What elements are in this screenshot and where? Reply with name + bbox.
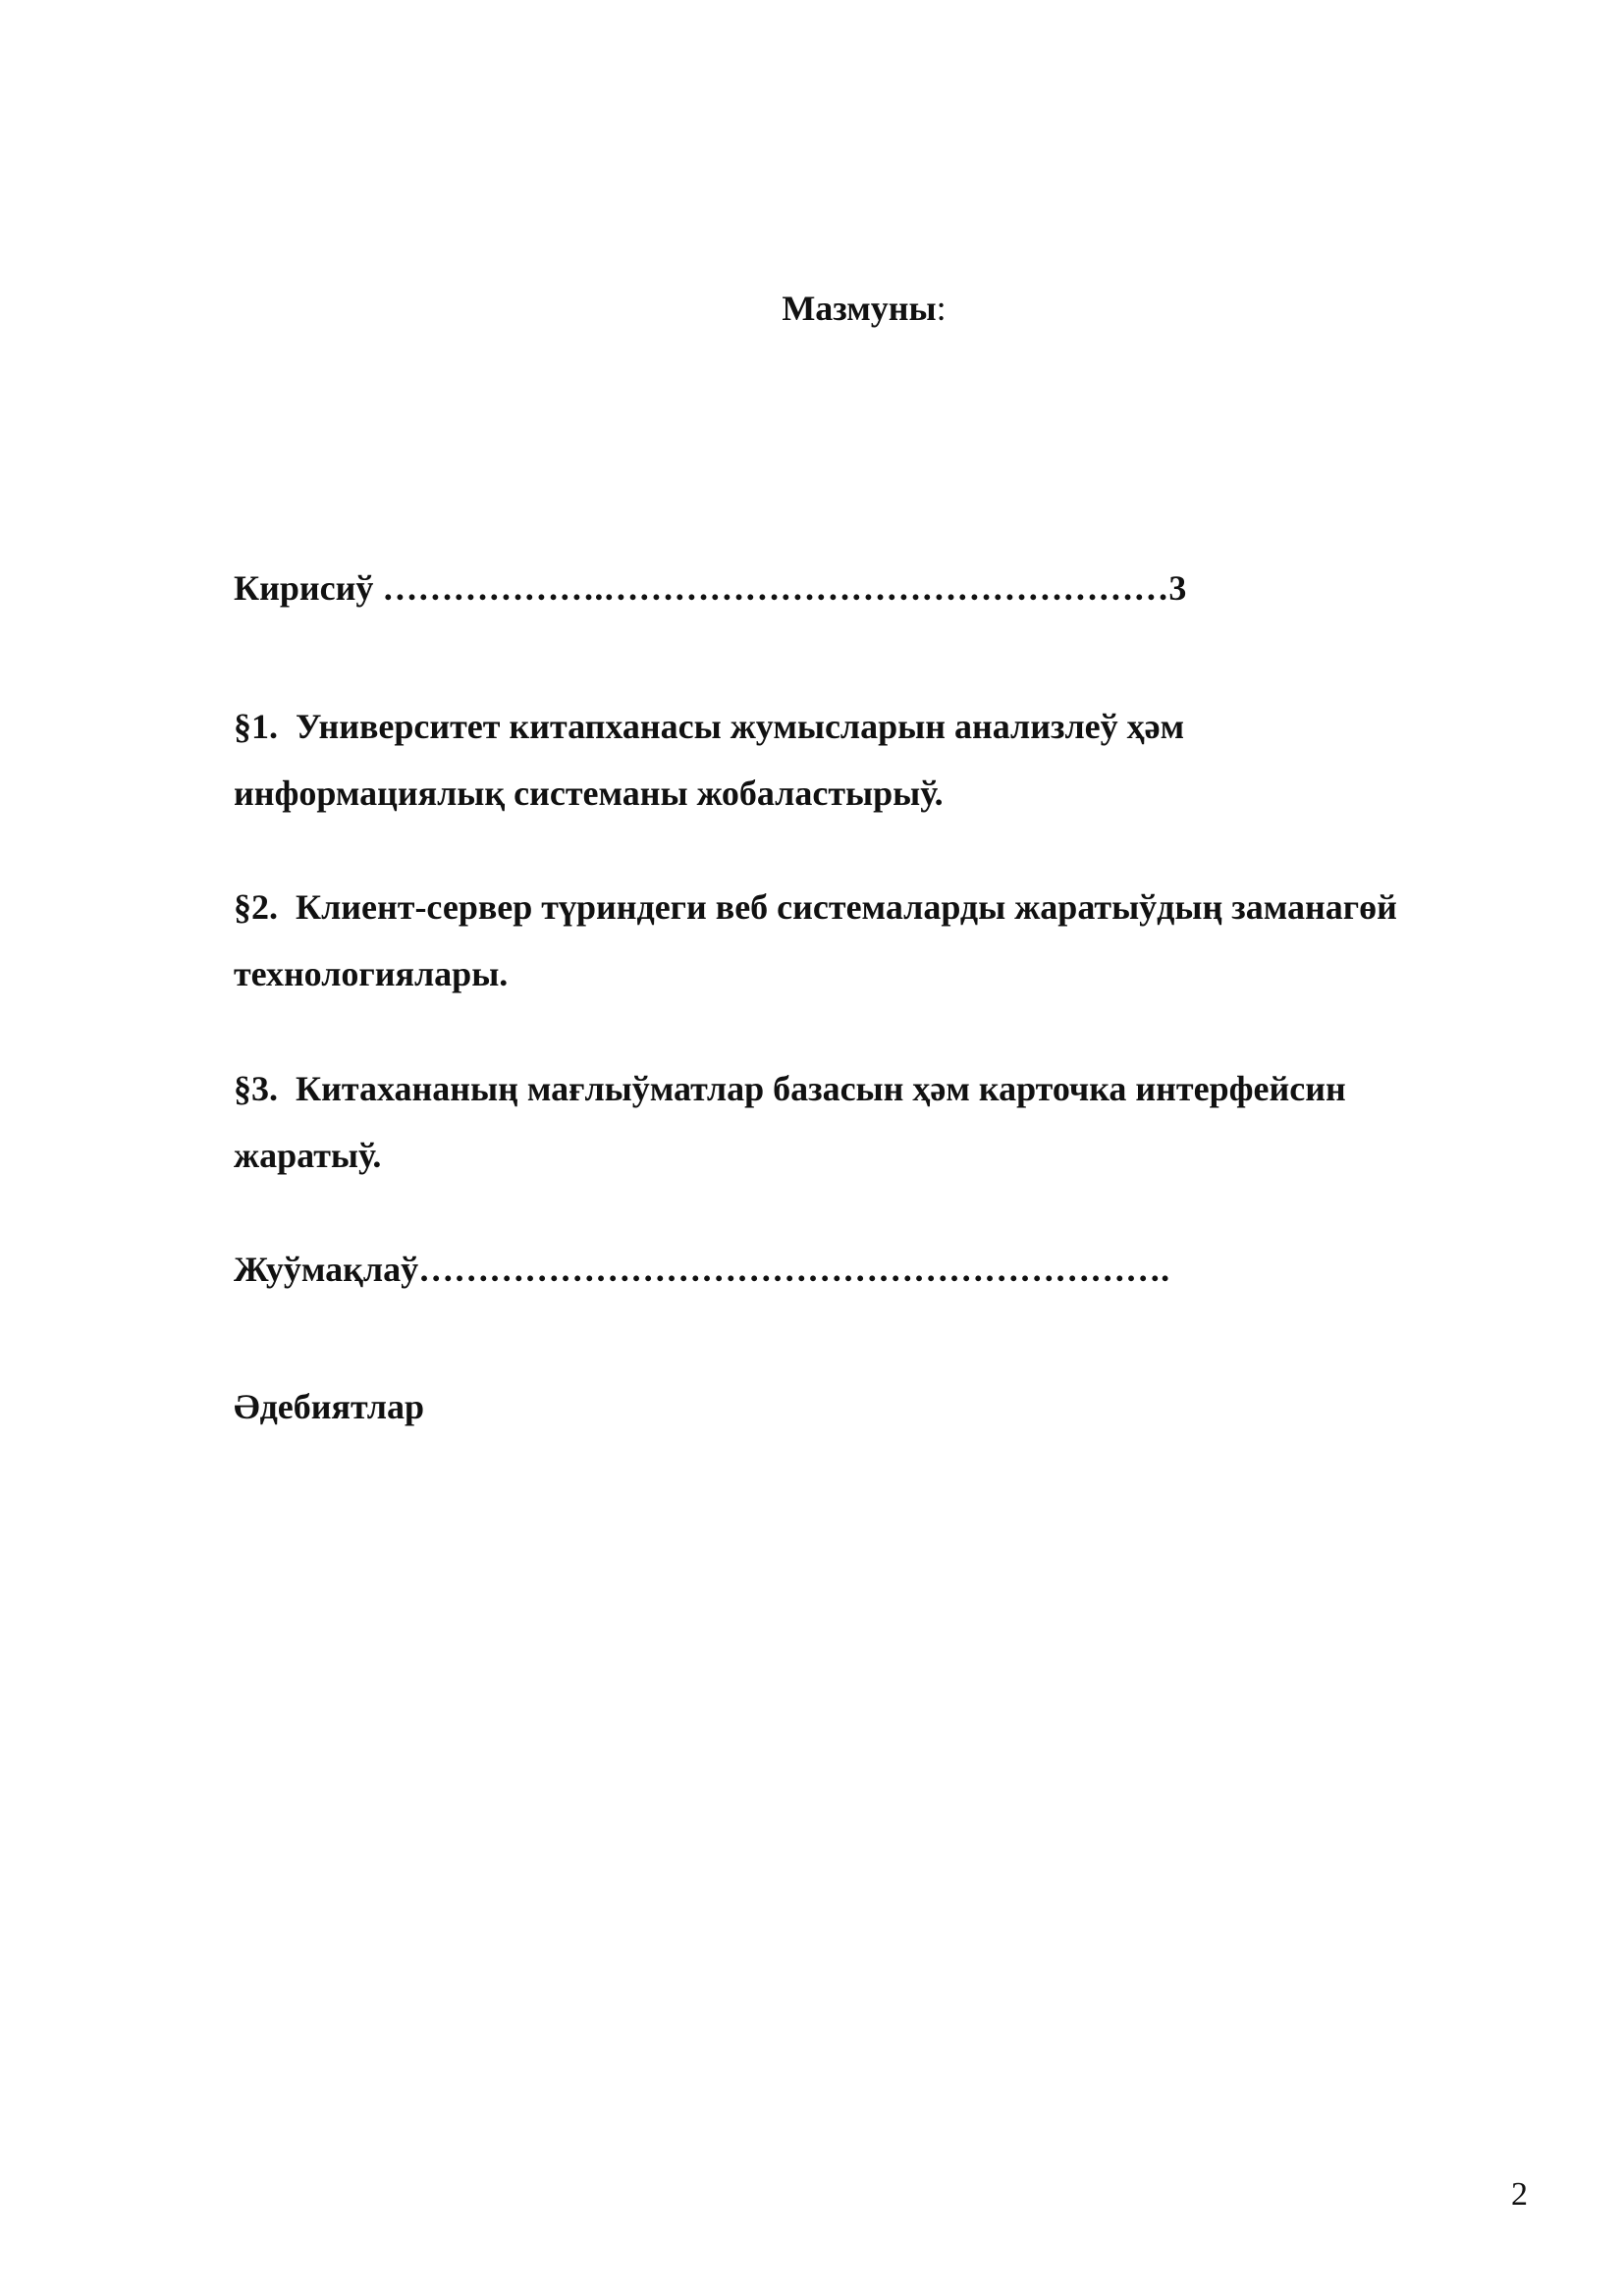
toc-entry-section-2: [234, 874, 1540, 1007]
toc-section-1-number: §1.: [234, 707, 278, 746]
toc-entry-section-1: [234, 693, 1540, 827]
title-colon: :: [936, 289, 947, 328]
page-number: 2: [1511, 2176, 1528, 2213]
toc-intro-page: 3: [1168, 568, 1187, 608]
toc-conclusion-label: Жуўмақлаў: [234, 1250, 419, 1289]
toc-entry-section-3: [234, 1055, 1540, 1189]
toc-entry-intro: [234, 555, 1540, 621]
toc-section-3-line-2: жаратыў.: [234, 1136, 382, 1175]
toc-conclusion-leader: ……………………………………………………….: [418, 1250, 1170, 1289]
toc-entry-references: [234, 1373, 1540, 1440]
toc-intro-leader: ……………….…………………………………………: [373, 568, 1169, 608]
toc-entry-conclusion: [234, 1236, 1540, 1303]
page-title: [0, 287, 1624, 330]
toc-references-label: Әдебиятлар: [234, 1387, 425, 1426]
toc-section-2-number: §2.: [234, 887, 278, 927]
toc-section-3-line-1: Китахананың мағлыўматлар базасын ҳәм карточка интерфейсин: [296, 1069, 1346, 1108]
toc-section-2-line-1: Клиент-сервер түриндеги веб системаларды жаратыўдың заманагөй: [296, 887, 1397, 927]
toc-section-2-line-2: технологиялары.: [234, 954, 509, 993]
toc-section-3-number: §3.: [234, 1069, 278, 1108]
toc-section-1-line-1: Университет китапханасы жумысларын анализлеў ҳәм: [296, 707, 1185, 746]
toc-intro-label: Кирисиў: [234, 568, 374, 608]
title-text: Мазмуны: [782, 289, 937, 328]
toc-section-1-line-2: информациялық системаны жобаластырыў.: [234, 774, 944, 813]
